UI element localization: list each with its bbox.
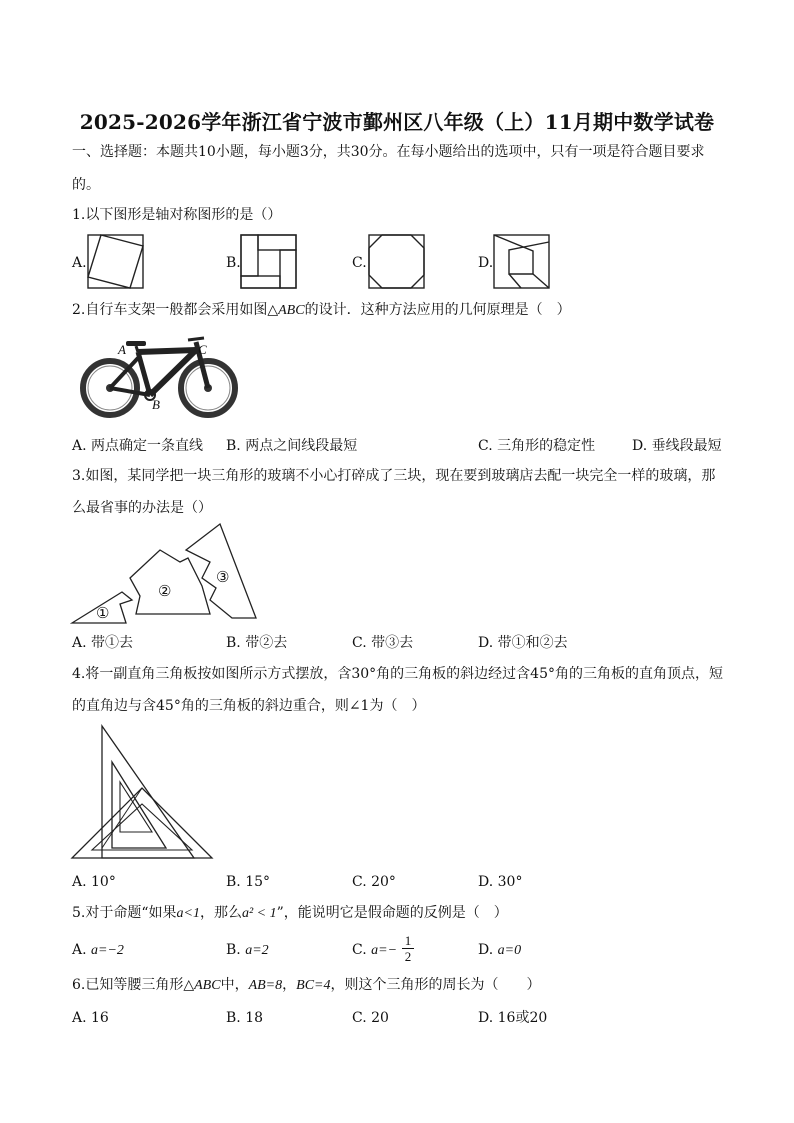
- q5-option-d-math: a=0: [497, 943, 522, 958]
- q6-stem-text: 6.已知等腰三角形: [72, 977, 184, 993]
- q3-stem-line1: 3.如图，某同学把一块三角形的玻璃不小心打碎成了三块，现在要到玻璃店去配一块完全一样的玻璃，那: [72, 468, 716, 484]
- q4-stem-line2: 的直角边与含45°角的三角板的斜边重合，则∠1为（ ）: [72, 698, 426, 714]
- q2-stem: [72, 300, 571, 321]
- section-instruction-line2: 的。: [72, 177, 100, 193]
- q2-label-c: C: [198, 342, 207, 357]
- q4-option-a: A. 10°: [72, 874, 116, 890]
- q4-option-b: B. 15°: [226, 874, 271, 890]
- q2-stem-text: 2.自行车支架一般都会采用如图: [72, 302, 268, 318]
- q4-stem-line1: 4.将一副直角三角板按如图所示方式摆放，含30°角的三角板的斜边经过含45°角的三角板的直角顶点，短: [72, 666, 723, 682]
- q5-option-c: [352, 940, 397, 961]
- q6-stem-text-mid2: ，: [282, 977, 297, 993]
- q5-stem-math-2: a² < 1: [241, 906, 277, 921]
- q1-option-a-label: A.: [72, 255, 87, 271]
- q3-option-d: D. 带①和②去: [478, 635, 568, 651]
- q6-stem: [72, 975, 540, 996]
- q5-option-a-label: A.: [72, 942, 92, 958]
- q5-fraction-denominator: 2: [404, 949, 412, 964]
- q2-option-a: A. 两点确定一条直线: [72, 438, 204, 454]
- q2-option-b: B. 两点之间线段最短: [226, 438, 358, 454]
- q6-option-d: D. 16或20: [478, 1010, 548, 1026]
- q1-option-c-label: C.: [352, 255, 367, 271]
- q2-bicycle-figure: [78, 330, 248, 422]
- q1-option-d-figure: [493, 234, 551, 290]
- q6-option-c: C. 20: [352, 1010, 389, 1026]
- q3-option-a: A. 带①去: [72, 635, 134, 651]
- q3-glass-figure: [70, 522, 262, 626]
- q6-option-b: B. 18: [226, 1010, 264, 1026]
- q2-label-b: B: [152, 397, 160, 412]
- q5-option-c-label: C.: [352, 942, 372, 958]
- q3-piece-3-label: ③: [216, 570, 230, 586]
- q5-option-d-label: D.: [478, 942, 498, 958]
- page-title: 2025-2026学年浙江省宁波市鄞州区八年级（上）11月期中数学试卷: [79, 110, 715, 134]
- q1-option-d-label: D.: [478, 255, 494, 271]
- q5-option-c-math: a=−: [371, 943, 398, 958]
- q6-option-a: A. 16: [72, 1010, 109, 1026]
- q4-set-squares-figure: [70, 724, 216, 862]
- q6-stem-text-end: ，则这个三角形的周长为（ ）: [330, 977, 541, 993]
- q6-stem-math-2: AB=8: [248, 978, 283, 993]
- q6-stem-text-mid1: 中，: [220, 977, 249, 993]
- q3-piece-2-label: ②: [158, 584, 172, 600]
- q5-option-d: [478, 940, 521, 961]
- q3-option-b: B. 带②去: [226, 635, 288, 651]
- q5-option-b-label: B.: [226, 942, 246, 958]
- q5-stem: [72, 903, 508, 924]
- section-instruction-line1: 一、选择题：本题共10小题，每小题3分，共30分。在每小题给出的选项中，只有一项是符合题目要求: [72, 144, 705, 160]
- q5-option-c-fraction: [402, 933, 414, 964]
- q2-option-d: D. 垂线段最短: [632, 438, 722, 454]
- q4-option-c: C. 20°: [352, 874, 396, 890]
- q2-label-a: A: [118, 342, 126, 357]
- q5-stem-text-end: ”，能说明它是假命题的反例是（ ）: [276, 905, 508, 921]
- q3-piece-1-label: ①: [96, 606, 110, 622]
- q1-option-a-figure: [87, 234, 145, 290]
- q5-stem-text-mid: ，那么: [199, 905, 242, 921]
- q5-option-b: [226, 940, 269, 961]
- q1-stem: 1.以下图形是轴对称图形的是（）: [72, 207, 282, 223]
- q5-option-b-math: a=2: [245, 943, 269, 958]
- q1-option-b-label: B.: [226, 255, 241, 271]
- q6-stem-math-1: △ABC: [183, 978, 221, 993]
- q5-option-a: [72, 940, 124, 961]
- q4-option-d: D. 30°: [478, 874, 523, 890]
- q3-option-c: C. 带③去: [352, 635, 414, 651]
- q2-stem-text-end: 的设计．这种方法应用的几何原理是（ ）: [304, 302, 571, 318]
- q5-option-a-math: a=−2: [91, 943, 124, 958]
- q5-fraction-numerator: 1: [402, 933, 414, 949]
- q5-stem-text: 5.对于命题“如果: [72, 905, 177, 921]
- q1-option-c-figure: [368, 234, 426, 290]
- q3-stem-line2: 么最省事的办法是（）: [72, 500, 212, 516]
- q2-stem-math: △ABC: [267, 303, 305, 318]
- q5-stem-math-1: a<1: [176, 906, 200, 921]
- q2-option-c: C. 三角形的稳定性: [478, 438, 596, 454]
- q1-option-b-figure: [240, 234, 298, 290]
- q6-stem-math-3: BC=4: [296, 978, 331, 993]
